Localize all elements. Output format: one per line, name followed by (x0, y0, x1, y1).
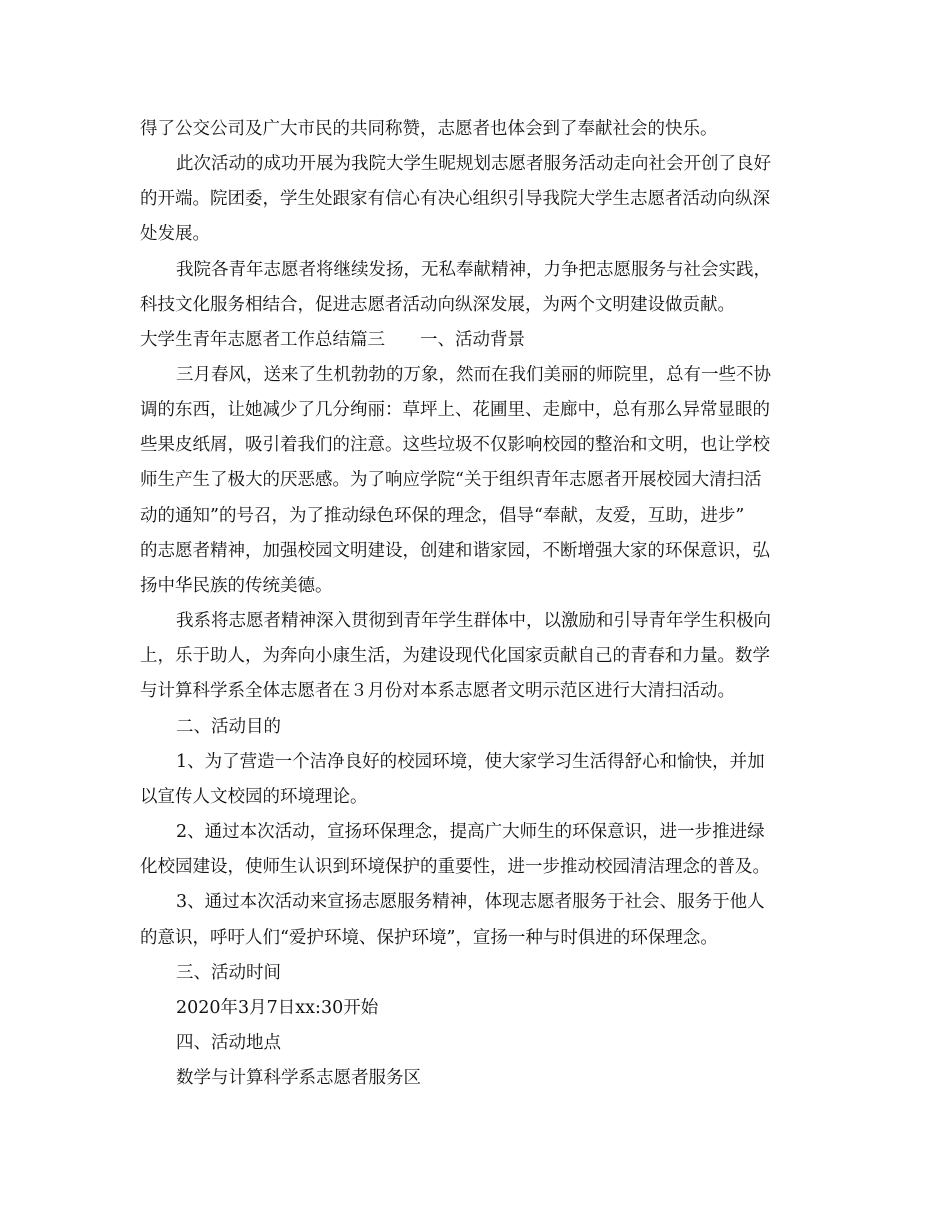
paragraph-line: 三月春风，送来了生机勃勃的万象，然而在我们美丽的师院里，总有一些不协 (176, 365, 771, 385)
paragraph-line: 得了公交公司及广大市民的共同称赞，志愿者也体会到了奉献社会的快乐。 (140, 119, 718, 139)
paragraph-line: 我系将志愿者精神深入贯彻到青年学生群体中，以激励和引导青年学生积极向 (176, 611, 771, 631)
section-heading: 二、活动目的 (176, 717, 281, 737)
paragraph-line: 师生产生了极大的厌恶感。为了响应学院“关于组织青年志愿者开展校园大清扫活 (140, 470, 762, 490)
paragraph-line: 动的通知”的号召，为了推动绿色环保的理念，倡导“奉献，友爱，互助，进步” (140, 506, 745, 526)
section-heading: 三、活动时间 (176, 963, 281, 983)
paragraph-line: 上，乐于助人，为奔向小康生活，为建设现代化国家贡献自己的青春和力量。数学 (140, 646, 770, 666)
paragraph-line: 我院各青年志愿者将继续发扬，无私奉献精神，力争把志愿服务与社会实践， (176, 260, 771, 280)
paragraph-line: 化校园建设，使师生认识到环境保护的重要性，进一步推动校园清洁理念的普及。 (140, 857, 770, 877)
paragraph-line: 处发展。 (140, 224, 210, 244)
paragraph-line: 此次活动的成功开展为我院大学生昵规划志愿者服务活动走向社会开创了良好 (176, 154, 771, 174)
section-heading: 大学生青年志愿者工作总结篇三 一、活动背景 (140, 330, 525, 350)
section-heading: 四、活动地点 (176, 1033, 281, 1053)
paragraph-line: 数学与计算科学系志愿者服务区 (176, 1068, 421, 1088)
paragraph-line: 的开端。院团委，学生处跟家有信心有决心组织引导我院大学生志愿者活动向纵深 (140, 189, 770, 209)
paragraph-line: 以宣传人文校园的环境理论。 (140, 787, 368, 807)
paragraph-line: 2、通过本次活动，宣扬环保理念，提高广大师生的环保意识，进一步推进绿 (176, 822, 765, 842)
paragraph-line: 的意识，呼吁人们“爱护环境、保护环境”，宣扬一种与时俱进的环保理念。 (140, 928, 718, 948)
paragraph-line: 2020年3月7日xx:30开始 (176, 998, 379, 1018)
paragraph-line: 调的东西，让她减少了几分绚丽：草坪上、花圃里、走廊中，总有那么异常显眼的 (140, 400, 770, 420)
paragraph-line: 扬中华民族的传统美德。 (140, 576, 333, 596)
paragraph-line: 科技文化服务相结合，促进志愿者活动向纵深发展，为两个文明建设做贡献。 (140, 295, 735, 315)
paragraph-line: 与计算科学系全体志愿者在３月份对本系志愿者文明示范区进行大清扫活动。 (140, 681, 735, 701)
paragraph-line: 3、通过本次活动来宣扬志愿服务精神，体现志愿者服务于社会、服务于他人 (176, 892, 765, 912)
paragraph-line: 些果皮纸屑，吸引着我们的注意。这些垃圾不仅影响校园的整治和文明，也让学校 (140, 435, 770, 455)
paragraph-line: 的志愿者精神，加强校园文明建设，创建和谐家园，不断增强大家的环保意识，弘 (140, 541, 770, 561)
paragraph-line: 1、为了营造一个洁净良好的校园环境，使大家学习生活得舒心和愉快，并加 (176, 752, 765, 772)
